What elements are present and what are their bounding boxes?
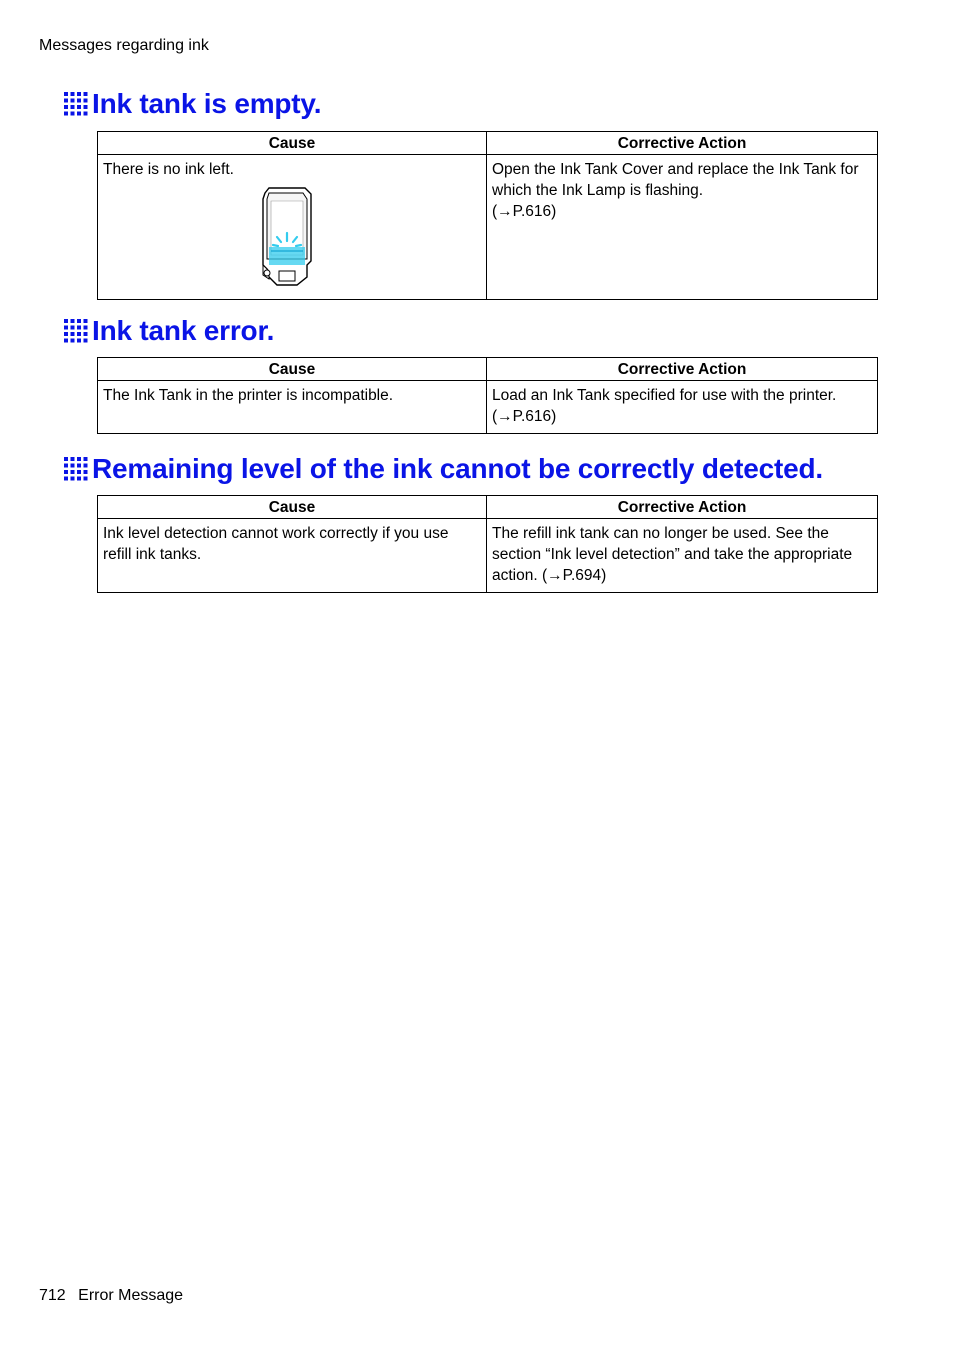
table-row bbox=[98, 381, 878, 434]
action-text: Open the Ink Tank Cover and replace the Ink Tank for which the Ink Lamp is flashing. bbox=[492, 161, 859, 199]
table-row bbox=[98, 155, 878, 300]
message-table-ink-tank-error bbox=[97, 357, 878, 434]
header-cause: Cause bbox=[98, 496, 487, 519]
header-corrective-action: Corrective Action bbox=[487, 132, 878, 155]
message-table-ink-tank-empty bbox=[97, 131, 878, 300]
section-heading-remaining-level bbox=[64, 453, 823, 485]
page-number: 712 bbox=[39, 1287, 66, 1304]
header-corrective-action: Corrective Action bbox=[487, 496, 878, 519]
grid-bullet-icon bbox=[64, 319, 88, 343]
section-heading-ink-tank-error bbox=[64, 315, 274, 347]
section-heading-ink-tank-empty bbox=[64, 88, 321, 120]
section-title: Ink tank is empty. bbox=[92, 88, 322, 119]
corrective-action-cell bbox=[487, 519, 878, 593]
empty-ink-tank-illustration bbox=[255, 185, 319, 293]
corrective-action-cell bbox=[487, 155, 878, 300]
page-reference-link[interactable]: (→P.694) bbox=[541, 567, 607, 584]
page-reference-link[interactable]: (→P.616) bbox=[492, 408, 557, 425]
table-header-row bbox=[98, 496, 878, 519]
grid-bullet-icon bbox=[64, 457, 88, 481]
table-header-row bbox=[98, 358, 878, 381]
section-title: Ink tank error. bbox=[92, 315, 275, 346]
action-text: Load an Ink Tank specified for use with the printer. bbox=[492, 387, 837, 404]
header-corrective-action: Corrective Action bbox=[487, 358, 878, 381]
section-title: Remaining level of the ink cannot be correctly detected. bbox=[92, 453, 823, 484]
corrective-action-cell bbox=[487, 381, 878, 434]
cause-cell bbox=[98, 155, 487, 300]
page-footer bbox=[39, 1287, 183, 1305]
page-reference-link[interactable]: (→P.616) bbox=[492, 203, 557, 220]
header-cause: Cause bbox=[98, 132, 487, 155]
footer-section-name: Error Message bbox=[78, 1287, 184, 1304]
table-header-row bbox=[98, 132, 878, 155]
message-table-remaining-level bbox=[97, 495, 878, 593]
cause-cell bbox=[98, 519, 487, 593]
running-header: Messages regarding ink bbox=[39, 37, 209, 54]
grid-bullet-icon bbox=[64, 92, 88, 116]
action-text: The refill ink tank can no longer be used. See the section “Ink level detection” and take the appropriate action. bbox=[492, 525, 853, 584]
cause-cell bbox=[98, 381, 487, 434]
header-cause: Cause bbox=[98, 358, 487, 381]
cause-text: Ink level detection cannot work correctly if you use refill ink tanks. bbox=[103, 525, 449, 563]
table-row bbox=[98, 519, 878, 593]
cause-text: The Ink Tank in the printer is incompatible. bbox=[103, 387, 394, 404]
cause-text: There is no ink left. bbox=[103, 161, 234, 178]
